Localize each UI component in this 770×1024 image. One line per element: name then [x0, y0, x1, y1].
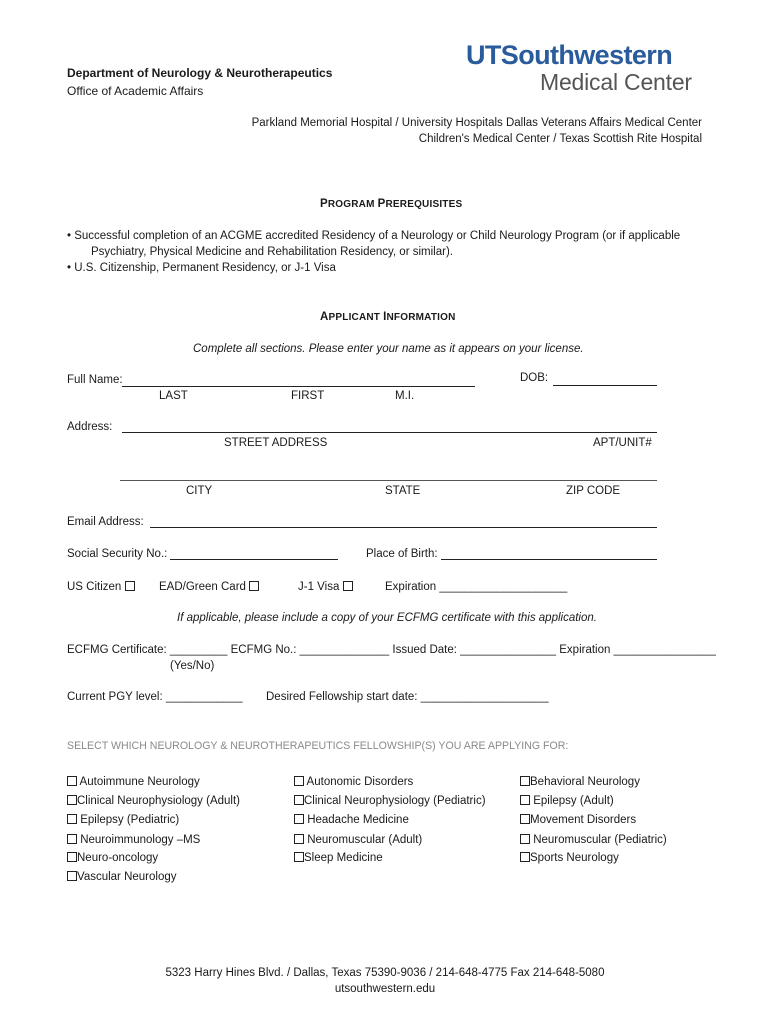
prerequisite-bullet-1-cont: Psychiatry, Physical Medicine and Rehabilitation Residency, or similar). [91, 246, 453, 258]
fellowship-option[interactable] [294, 852, 383, 864]
hospitals-line-1: Parkland Memorial Hospital / University Hospitals Dallas Veterans Affairs Medical Center [251, 117, 702, 129]
fellowship-checkbox[interactable] [67, 834, 77, 844]
fellowship-option[interactable] [520, 795, 614, 807]
fellowship-label: Movement Disorders [530, 814, 637, 826]
logo-subtitle: Medical Center [540, 69, 692, 95]
applicant-heading: APPLICANT INFORMATION [320, 311, 456, 323]
office-title: Office of Academic Affairs [67, 84, 204, 98]
j1-visa-checkbox[interactable] [343, 581, 353, 591]
dob-label: DOB: [520, 372, 549, 384]
email-field[interactable] [150, 527, 657, 528]
fellowship-checkbox[interactable] [67, 776, 77, 786]
birthplace-label: Place of Birth: [366, 548, 438, 560]
fellowship-checkbox[interactable] [520, 852, 530, 862]
ead-checkbox[interactable] [249, 581, 259, 591]
fellowship-checkbox[interactable] [520, 795, 530, 805]
fellowship-label: Autonomic Disorders [304, 776, 414, 788]
ead-option[interactable]: EAD/Green Card [159, 581, 259, 593]
fellowship-label: Epilepsy (Adult) [530, 795, 614, 807]
fellowship-checkbox[interactable] [67, 871, 77, 881]
fellowship-checkbox[interactable] [294, 814, 304, 824]
fellowship-selection-heading: SELECT WHICH NEUROLOGY & NEUROTHERAPEUTICS FELLOWSHIP(S) YOU ARE APPLYING FOR: [67, 740, 569, 752]
fellowship-checkbox[interactable] [520, 834, 530, 844]
birthplace-field[interactable] [441, 559, 657, 560]
ssn-field[interactable] [170, 559, 338, 560]
fellowship-option[interactable] [294, 795, 486, 807]
fellowship-checkbox[interactable] [67, 795, 77, 805]
apt-unit-caption: APT/UNIT# [593, 437, 652, 449]
fellowship-label: Sleep Medicine [304, 852, 383, 864]
fellowship-label: Headache Medicine [304, 814, 409, 826]
fellowship-option[interactable] [294, 776, 413, 788]
fellowship-checkbox[interactable] [294, 852, 304, 862]
fellowship-label: Sports Neurology [530, 852, 619, 864]
fellowship-option[interactable] [67, 834, 200, 846]
footer-website[interactable]: utsouthwestern.edu [334, 983, 436, 995]
street-address-caption: STREET ADDRESS [224, 437, 328, 449]
prerequisite-bullet-1: • Successful completion of an ACGME accredited Residency of a Neurology or Child Neurology Program (or if applicable [67, 230, 681, 242]
fellowship-option[interactable] [67, 795, 240, 807]
fellowship-option[interactable] [520, 776, 640, 788]
dob-field[interactable] [553, 385, 657, 386]
email-label: Email Address: [67, 516, 144, 528]
fellowship-checkbox[interactable] [294, 795, 304, 805]
us-citizen-option[interactable]: US Citizen [67, 581, 135, 593]
fellowship-option[interactable] [67, 776, 200, 788]
prerequisite-bullet-2: • U.S. Citizenship, Permanent Residency, or J-1 Visa [67, 262, 336, 274]
state-caption: STATE [385, 485, 421, 497]
fellowship-option[interactable] [520, 834, 667, 846]
fellowship-label: Neuro-oncology [77, 852, 159, 864]
logo-wordmark: UTSouthwestern [466, 40, 673, 70]
prerequisites-heading: PROGRAM PREREQUISITES [320, 198, 463, 210]
city-state-zip-field[interactable] [120, 480, 657, 481]
fellowship-checkbox[interactable] [294, 834, 304, 844]
address-label: Address: [67, 421, 113, 433]
fellowship-checkbox[interactable] [294, 776, 304, 786]
street-address-field[interactable] [122, 432, 657, 433]
fellowship-label: Clinical Neurophysiology (Adult) [77, 795, 240, 807]
fellowship-start-date-field[interactable]: Desired Fellowship start date: ____________________ [266, 691, 549, 703]
fellowship-option[interactable] [67, 852, 158, 864]
fellowship-option[interactable] [520, 814, 636, 826]
city-caption: CITY [186, 485, 213, 497]
fellowship-label: Neuromuscular (Adult) [304, 834, 423, 846]
last-name-caption: LAST [159, 390, 188, 402]
fellowship-checkbox[interactable] [67, 814, 77, 824]
fellowship-option[interactable] [294, 814, 409, 826]
ecfmg-fields[interactable]: ECFMG Certificate: _________ ECFMG No.: ______________ Issued Date: _______________ Expiration ________________ [67, 644, 716, 656]
ssn-label: Social Security No.: [67, 548, 168, 560]
first-name-caption: FIRST [291, 390, 325, 402]
full-name-label: Full Name: [67, 374, 123, 386]
fellowship-checkbox[interactable] [520, 814, 530, 824]
ecfmg-note: If applicable, please include a copy of your ECFMG certificate with this application. [177, 612, 597, 624]
full-name-field[interactable] [122, 386, 475, 387]
fellowship-option[interactable] [67, 814, 179, 826]
fellowship-checkbox[interactable] [67, 852, 77, 862]
fellowship-label: Neuroimmunology –MS [77, 834, 201, 846]
fellowship-option[interactable] [67, 871, 177, 883]
fellowship-label: Neuromuscular (Pediatric) [530, 834, 667, 846]
j1-visa-option[interactable]: J-1 Visa [298, 581, 353, 593]
pgy-level-field[interactable]: Current PGY level: ____________ [67, 691, 243, 703]
zip-code-caption: ZIP CODE [566, 485, 621, 497]
fellowship-option[interactable] [520, 852, 619, 864]
fellowship-label: Clinical Neurophysiology (Pediatric) [304, 795, 486, 807]
fellowship-checkbox[interactable] [520, 776, 530, 786]
fellowship-label: Vascular Neurology [77, 871, 177, 883]
middle-initial-caption: M.I. [395, 390, 415, 402]
department-title: Department of Neurology & Neurotherapeutics [67, 66, 333, 80]
yes-no-caption: (Yes/No) [170, 660, 215, 672]
applicant-instruction: Complete all sections. Please enter your name as it appears on your license. [193, 343, 584, 355]
footer-address: 5323 Harry Hines Blvd. / Dallas, Texas 75390-9036 / 214-648-4775 Fax 214-648-5080 [165, 967, 605, 979]
fellowship-label: Epilepsy (Pediatric) [77, 814, 180, 826]
visa-expiration-field[interactable]: Expiration ____________________ [385, 581, 568, 593]
fellowship-option[interactable] [294, 834, 422, 846]
hospitals-line-2: Children's Medical Center / Texas Scottish Rite Hospital [418, 133, 702, 145]
fellowship-label: Behavioral Neurology [530, 776, 640, 788]
us-citizen-checkbox[interactable] [125, 581, 135, 591]
fellowship-label: Autoimmune Neurology [77, 776, 200, 788]
